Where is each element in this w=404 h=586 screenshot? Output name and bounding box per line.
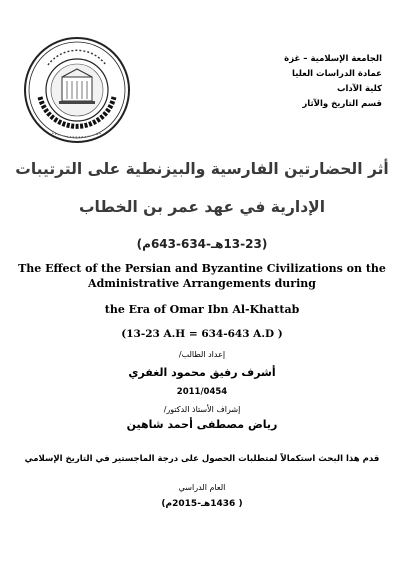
supervisor-label: إشراف الأستاذ الدكتور/: [163, 405, 241, 414]
institution-line: قسم التاريخ والآثار: [302, 99, 382, 109]
english-title-line3: the Era of Omar Ibn Al-Khattab: [104, 303, 300, 316]
english-title-dates: (13-23 A.H = 634-643 A.D ): [121, 328, 283, 340]
arabic-title-line2: الإدارية في عهد عمر بن الخطاب: [78, 198, 326, 216]
university-seal-icon: [22, 35, 132, 145]
academic-year-label: العام الدراسي: [178, 483, 226, 492]
student-id: 2011/0454: [176, 387, 228, 397]
prepared-by-label: إعداد الطالب/: [178, 350, 226, 359]
english-title-line2: Administrative Arrangements during: [88, 277, 316, 290]
institution-line: كلية الآداب: [336, 84, 382, 94]
academic-year-value: ( 1436هـ-2015م): [161, 499, 243, 509]
english-title-line1: The Effect of the Persian and Byzantine Civilizations on the: [18, 262, 386, 275]
supervisor-name: رياض مصطفى أحمد شاهين: [126, 418, 278, 431]
degree-statement: قدم هذا البحث استكمالاً لمتطلبات الحصول على درجة الماجستير في التاريخ الإسلامي: [24, 454, 380, 464]
arabic-title-dates: (13-23هـ-634-643م): [136, 237, 268, 251]
arabic-title-line1: أثر الحضارتين الفارسية والبيزنطية على الترتيبات: [15, 160, 389, 178]
institution-line: عمادة الدراسات العليا: [292, 69, 382, 79]
student-name: أشرف رفيق محمود الغفري: [128, 366, 276, 379]
institution-line: الجامعة الإسلامية – غزة: [284, 54, 382, 64]
institution-block: [242, 52, 382, 112]
